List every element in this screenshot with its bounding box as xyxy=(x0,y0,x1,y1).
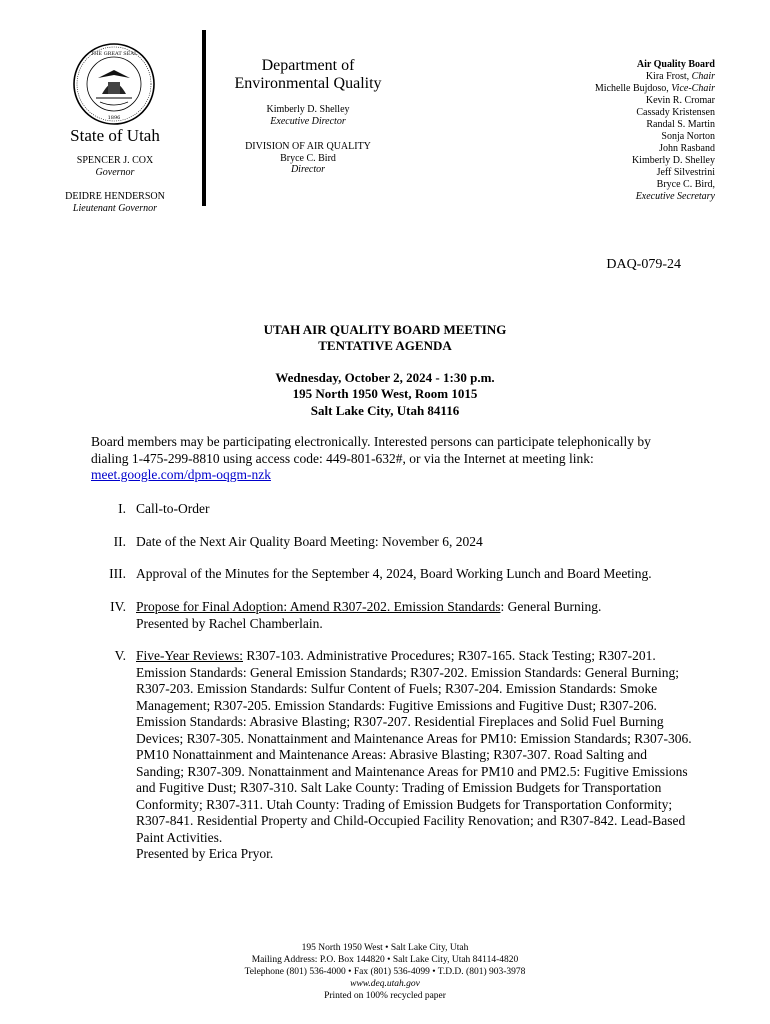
board-heading: Air Quality Board xyxy=(636,59,715,70)
meeting-city: Salt Lake City, Utah 84116 xyxy=(310,403,460,418)
svg-text:1896: 1896 xyxy=(107,115,121,121)
state-title: State of Utah xyxy=(70,126,160,145)
agenda-item-number: III. xyxy=(109,566,126,581)
meeting-date: Wednesday, October 2, 2024 - 1:30 p.m. xyxy=(275,370,495,385)
footer-phone: Telephone (801) 536-4000 • Fax (801) 536-4099 • T.D.D. (801) 903-3978 xyxy=(244,967,526,977)
agenda-item-number: V. xyxy=(114,648,126,663)
governor-title: Governor xyxy=(95,167,135,178)
director-title: Director xyxy=(290,164,326,175)
agenda-item-number: IV. xyxy=(110,599,126,614)
agenda-title-line1: UTAH AIR QUALITY BOARD MEETING xyxy=(263,322,507,337)
agenda-item-final-adoption: Propose for Final Adoption: Amend R307-202. Emission Standards: General Burning. Presented by Rachel Chamberlain. xyxy=(136,599,602,631)
board-member: Cassady Kristensen xyxy=(636,107,715,118)
board-member: Randal S. Martin xyxy=(646,119,715,130)
meeting-link[interactable]: meet.google.com/dpm-oqgm-nzk xyxy=(91,467,271,482)
final-adoption-title: Propose for Final Adoption: Amend R307-202. Emission Standards xyxy=(136,599,501,614)
agenda-item-number: II. xyxy=(113,534,126,549)
document-id: DAQ-079-24 xyxy=(606,257,681,272)
intro-text: Board members may be participating electronically. Interested persons can participate telephonically by dialing 1-475-299-8810 using access code: 449-801-632#, or via the Internet at meeting link: xyxy=(91,434,651,466)
executive-director-name: Kimberly D. Shelley xyxy=(266,104,350,115)
director-name: Bryce C. Bird xyxy=(280,153,336,164)
executive-director-title: Executive Director xyxy=(270,116,346,127)
meeting-address: 195 North 1950 West, Room 1015 xyxy=(292,386,478,401)
agenda-item-next-meeting: Date of the Next Air Quality Board Meeting: November 6, 2024 xyxy=(136,534,483,549)
footer-mailing: Mailing Address: P.O. Box 144820 • Salt Lake City, Utah 84114-4820 xyxy=(251,955,519,965)
board-member: Bryce C. Bird, xyxy=(656,179,715,190)
governor-name: SPENCER J. COX xyxy=(76,155,154,166)
footer-recycled: Printed on 100% recycled paper xyxy=(324,991,446,1001)
presenter: Presented by Rachel Chamberlain. xyxy=(136,615,323,631)
board-member: Executive Secretary xyxy=(635,191,715,202)
footer xyxy=(0,942,770,1002)
board-member: Jeff Silvestrini xyxy=(656,167,715,178)
board-member: Michelle Bujdoso, Vice-Chair xyxy=(594,83,715,94)
agenda-title-line2: TENTATIVE AGENDA xyxy=(318,338,452,353)
letterhead-divider xyxy=(202,30,206,206)
department-name-line1: Department of xyxy=(261,57,355,74)
footer-address: 195 North 1950 West • Salt Lake City, Utah xyxy=(301,943,469,953)
agenda-item-call-to-order: Call-to-Order xyxy=(136,501,210,516)
board-member: Kira Frost, Chair xyxy=(645,71,715,82)
presenter: Presented by Erica Pryor. xyxy=(136,846,274,861)
utah-state-seal-logo xyxy=(72,42,156,126)
lt-governor-title: Lieutenant Governor xyxy=(72,203,158,214)
board-member: Sonja Norton xyxy=(661,131,715,142)
five-year-reviews-label: Five-Year Reviews: xyxy=(136,648,243,663)
agenda-item-number: I. xyxy=(118,501,126,516)
department-name-line2: Environmental Quality xyxy=(234,75,382,92)
lt-governor-name: DEIDRE HENDERSON xyxy=(65,191,165,202)
agenda-item-minutes: Approval of the Minutes for the September 4, 2024, Board Working Lunch and Board Meeting. xyxy=(136,566,652,581)
footer-website[interactable]: www.deq.utah.gov xyxy=(350,979,420,989)
board-member: Kevin R. Cromar xyxy=(645,95,715,106)
board-member: John Rasband xyxy=(659,143,715,154)
board-member: Kimberly D. Shelley xyxy=(631,155,715,166)
agenda-item-five-year-reviews: Five-Year Reviews: R307-103. Administrative Procedures; R307-165. Stack Testing; R307-201. Emission Standards: General Emission Standards; R307-202. Emission Standards: General Burning; R307-203. Emission Standards: Sulfur Content of Fuels; R307-204. Emission Standards: Smoke Management; R307-205. Emission Standards: Fugitive Emissions and Fugitive Dust; R307-206. Emission Standards: Abrasive Blasting; R307-207. Residential Fireplaces and Solid Fuel Burning Devices; R307-305. Nonattainment and Maintenance Areas for PM10: Emission Standards; R307-306. PM10 Nonattainment and Maintenance Areas: Abrasive Blasting; R307-307. Road Salting and Sanding; R307-309. Nonattainment and Maintenance Areas for PM10 and PM2.5: Fugitive Emissions and Fugitive Dust; R307-310. Salt Lake County: Trading of Emission Budgets for Transportation Conformity; R307-311. Utah County: Trading of Emission Budgets for Transportation Conformity; R307-841. Residential Property and Child-Occupied Facility Renovation; and R307-842. Lead-Based Paint Activities. Presented by Erica Pryor. xyxy=(136,648,692,861)
svg-text:THE GREAT SEAL: THE GREAT SEAL xyxy=(90,51,138,57)
intro-paragraph xyxy=(91,434,691,484)
division-name: DIVISION OF AIR QUALITY xyxy=(245,141,371,152)
board-member-list xyxy=(515,59,715,203)
